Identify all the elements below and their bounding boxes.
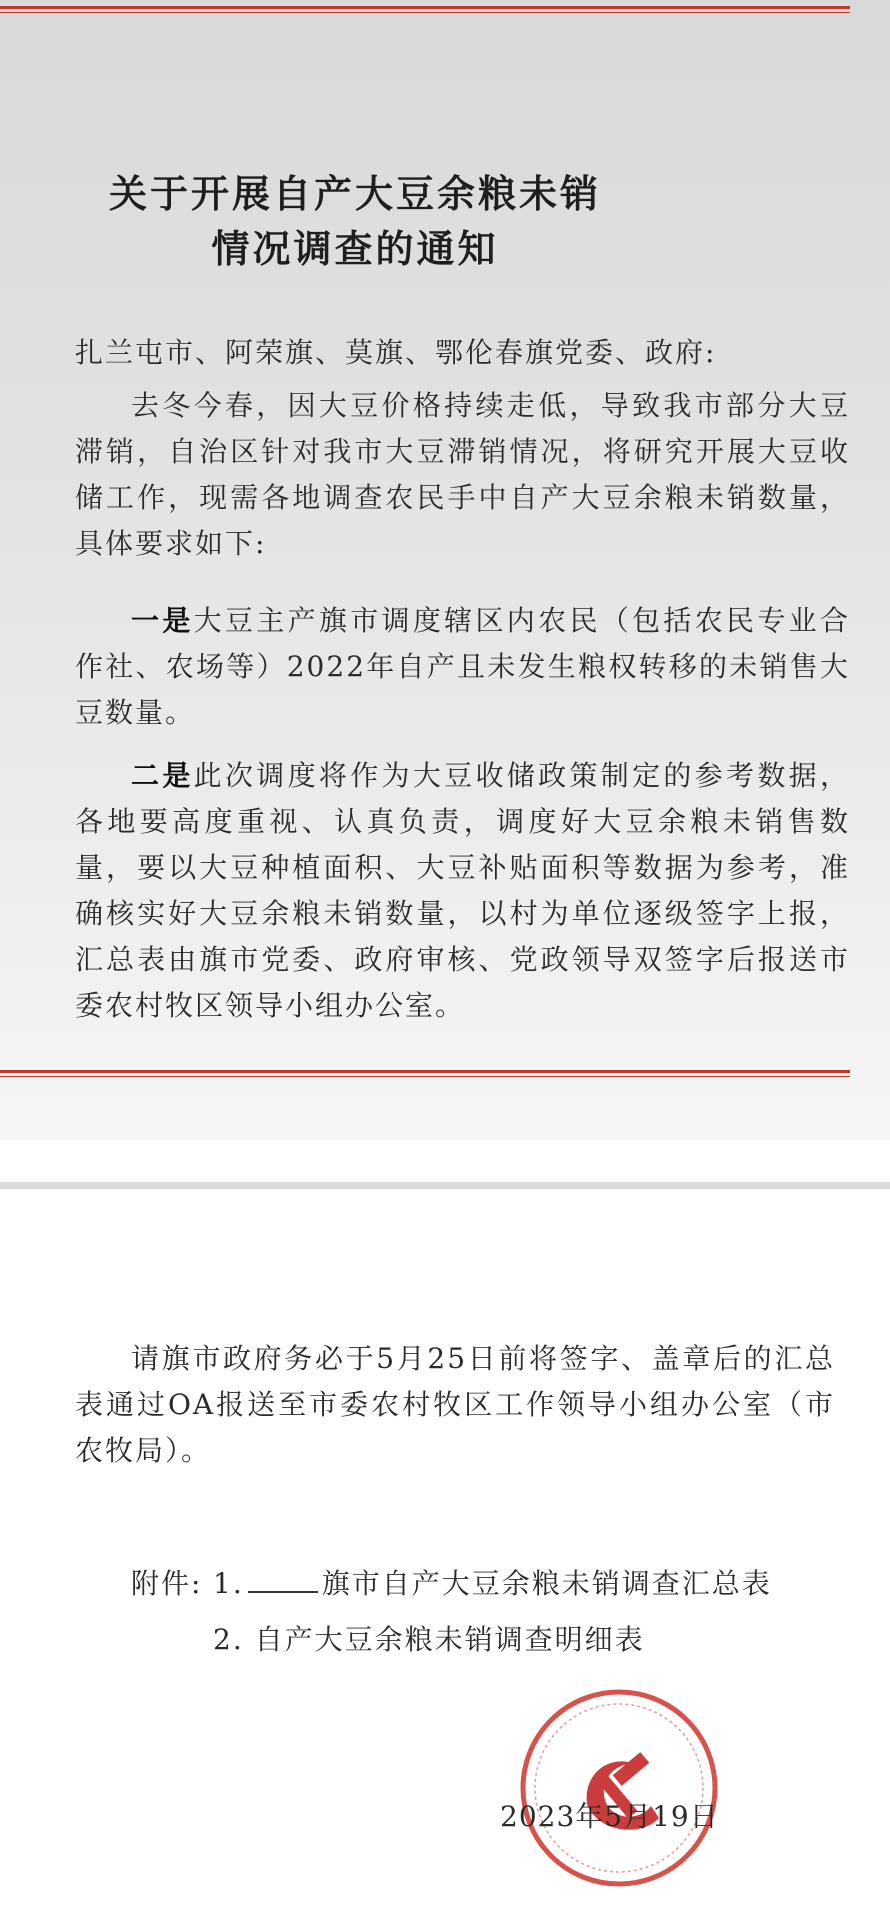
attachment-1-title: 旗市自产大豆余粮未销调查汇总表 [321, 1567, 772, 1600]
top-red-rule [0, 6, 850, 13]
attachment-2: 2. 自产大豆余粮未销调查明细表 [213, 1623, 645, 1656]
attachment-1-blank [248, 1565, 318, 1593]
requirement-two [75, 753, 850, 1029]
official-seal [517, 1686, 721, 1890]
requirement-one-text: 大豆主产旗市调度辖区内农民（包括农民专业合作社、农场等）2022年自产且未发生粮权转移的未销售大豆数量。 [75, 604, 850, 729]
bottom-red-rule [0, 1070, 850, 1077]
page-separator [0, 1182, 890, 1189]
document-title-line-2: 情况调查的通知 [211, 226, 499, 271]
addressee: 扎兰屯市、阿荣旗、莫旗、鄂伦春旗党委、政府: [75, 336, 717, 369]
deadline-paragraph: 请旗市政府务必于5月25日前将签字、盖章后的汇总表通过OA报送至市委农村牧区工作领导小组办公室（市农牧局）。 [75, 1342, 835, 1467]
issue-date: 2023年5月19日 [500, 1800, 719, 1833]
requirement-one [75, 598, 850, 736]
requirement-two-text: 此次调度将作为大豆收储政策制定的参考数据，各地要高度重视、认真负责，调度好大豆余粮未销售数量，要以大豆种植面积、大豆补贴面积等数据为参考，准确核实好大豆余粮未销数量，以村为单位逐级签字上报，汇总表由旗市党委、政府审核、党政领导双签字后报送市委农村牧区领导小组办公室。 [75, 759, 850, 1022]
requirement-two-lead: 二是 [131, 759, 194, 792]
attachment-1-number: 1. [213, 1567, 244, 1600]
intro-paragraph: 去冬今春，因大豆价格持续走低，导致我市部分大豆滞销，自治区针对我市大豆滞销情况，将研究开展大豆收储工作，现需各地调查农民手中自产大豆余粮未销数量，具体要求如下: [75, 389, 850, 560]
requirement-one-lead: 一是 [131, 604, 194, 637]
attachment-1 [213, 1562, 772, 1602]
document-title-line-1: 关于开展自产大豆余粮未销 [108, 171, 601, 216]
attachments-label: 附件: [131, 1567, 203, 1600]
